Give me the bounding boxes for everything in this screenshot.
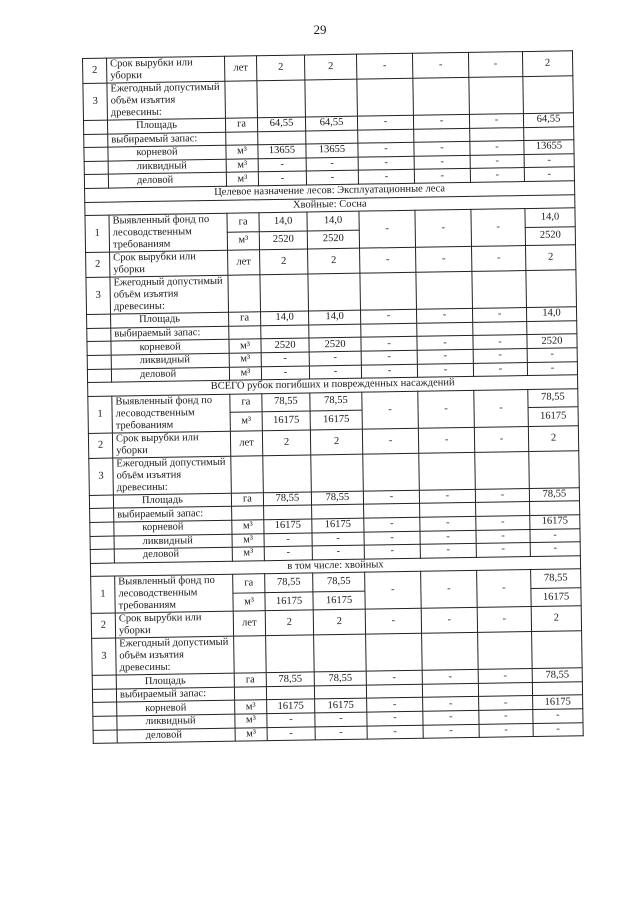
row-number: 3 [89, 458, 114, 495]
forest-harvest-table-wrap [82, 50, 583, 744]
value-cell-4: - [414, 155, 470, 169]
row-indicator: корневой [111, 340, 229, 355]
value-cell-4: - [415, 210, 472, 248]
value-cell-3: - [364, 531, 420, 545]
value-cell-4: - [416, 309, 472, 323]
row-number [90, 536, 114, 550]
row-indicator: Срок вырубки или уборки [115, 611, 233, 638]
value-cell-3 [366, 634, 423, 672]
value-cell-6 [524, 126, 574, 140]
row-indicator: корневой [108, 145, 226, 160]
value-cell-6: 2520 [525, 226, 575, 245]
value-cell-1: 16175 [267, 699, 315, 713]
value-cell-5 [469, 77, 524, 115]
row-unit [226, 131, 258, 145]
value-cell-4: - [417, 363, 473, 377]
value-cell-6: 78,55 [532, 668, 582, 682]
row-unit: м³ [232, 547, 264, 561]
value-cell-1 [258, 131, 306, 145]
value-cell-6 [527, 321, 577, 335]
value-cell-4: - [420, 530, 476, 544]
row-indicator: деловой [111, 367, 229, 382]
row-indicator: Площадь [116, 673, 234, 688]
row-number: 3 [83, 83, 108, 120]
value-cell-4: - [421, 571, 478, 609]
value-cell-1: 14,0 [259, 212, 307, 231]
value-cell-1: 2 [265, 610, 313, 636]
value-cell-3: - [361, 350, 417, 364]
value-cell-5 [470, 127, 524, 141]
row-unit: м³ [227, 231, 259, 250]
value-cell-1: 2 [262, 430, 310, 456]
value-cell-2: 16175 [312, 518, 364, 532]
value-cell-6: 2 [526, 245, 576, 271]
value-cell-6: - [527, 361, 577, 375]
row-number [92, 675, 116, 689]
value-cell-5: - [471, 209, 526, 247]
row-unit: лет [224, 56, 256, 81]
value-cell-1 [266, 686, 314, 700]
value-cell-4: - [418, 390, 475, 428]
value-cell-4: - [412, 52, 468, 78]
value-cell-1: 16175 [264, 519, 312, 533]
row-number [87, 328, 111, 342]
value-cell-2: - [312, 532, 364, 546]
value-cell-2: 14,0 [307, 211, 359, 230]
value-cell-6: 2 [522, 51, 572, 77]
value-cell-5: - [472, 246, 526, 272]
row-unit: м³ [226, 145, 258, 159]
value-cell-1: 64,55 [257, 117, 305, 131]
row-unit: м³ [235, 700, 267, 714]
row-number [84, 147, 108, 161]
value-cell-4: - [420, 543, 476, 557]
row-number: 1 [85, 215, 110, 252]
row-number: 1 [88, 396, 113, 433]
value-cell-1: 16175 [262, 411, 310, 430]
value-cell-6 [529, 450, 580, 488]
row-indicator: ликвидный [117, 714, 235, 729]
value-cell-1: - [267, 713, 315, 727]
row-unit [231, 455, 264, 492]
value-cell-6: 16175 [528, 407, 578, 426]
row-indicator: Срок вырубки или уборки [107, 56, 225, 83]
row-number: 1 [91, 576, 116, 613]
value-cell-1: 78,55 [263, 492, 311, 506]
value-cell-2: 16175 [310, 410, 362, 429]
value-cell-3: - [359, 210, 416, 248]
row-number: 2 [88, 433, 112, 458]
value-cell-1: - [261, 365, 309, 379]
value-cell-1 [257, 80, 306, 118]
row-number [84, 161, 108, 175]
value-cell-6: 16175 [533, 695, 583, 709]
value-cell-1: 2520 [259, 231, 307, 250]
value-cell-3: - [358, 142, 414, 156]
forest-harvest-table [82, 50, 584, 744]
row-number [92, 689, 116, 703]
row-number: 3 [86, 277, 111, 314]
row-unit: лет [230, 430, 262, 455]
value-cell-5: - [474, 426, 528, 452]
value-cell-2: 78,55 [313, 572, 365, 591]
value-cell-3: - [362, 391, 419, 429]
value-cell-1: - [264, 546, 312, 560]
row-unit [225, 81, 258, 118]
value-cell-4: - [419, 489, 475, 503]
value-cell-3 [357, 78, 414, 116]
row-indicator: выбираемый запас: [111, 326, 229, 341]
row-number [90, 522, 114, 536]
value-cell-4: - [423, 724, 479, 738]
value-cell-1 [261, 325, 309, 339]
value-cell-2: 14,0 [309, 310, 361, 324]
value-cell-1: - [258, 158, 306, 172]
value-cell-5: - [479, 723, 533, 737]
value-cell-2 [314, 685, 366, 699]
value-cell-3: - [367, 698, 423, 712]
row-indicator: Площадь [107, 118, 225, 133]
value-cell-5: - [473, 335, 527, 349]
value-cell-2 [312, 504, 364, 518]
value-cell-2: - [315, 726, 367, 740]
value-cell-6 [530, 501, 580, 515]
value-cell-2 [309, 324, 361, 338]
value-cell-4: - [422, 670, 478, 684]
value-cell-5: - [478, 669, 532, 683]
value-cell-2: 2520 [309, 337, 361, 351]
value-cell-3: - [362, 428, 418, 454]
row-unit: м³ [229, 353, 261, 367]
row-indicator: выбираемый запас: [114, 507, 232, 522]
row-indicator: деловой [108, 173, 226, 188]
row-unit: м³ [226, 172, 258, 186]
value-cell-6 [532, 682, 582, 696]
value-cell-4 [422, 683, 478, 697]
value-cell-5: - [470, 168, 524, 182]
row-number [87, 341, 111, 355]
value-cell-4 [419, 452, 476, 490]
row-indicator: выбираемый запас: [108, 132, 226, 147]
value-cell-1: - [267, 727, 315, 741]
value-cell-4: - [423, 710, 479, 724]
value-cell-4: - [421, 608, 477, 634]
value-cell-6: 14,0 [526, 307, 576, 321]
row-unit: га [227, 213, 259, 232]
value-cell-3: - [366, 671, 422, 685]
value-cell-4: - [417, 336, 473, 350]
value-cell-6: 2520 [527, 334, 577, 348]
value-cell-5: - [476, 543, 530, 557]
value-cell-5: - [472, 308, 526, 322]
row-unit: м³ [232, 533, 264, 547]
value-cell-6: 78,55 [529, 487, 579, 501]
row-number [83, 120, 107, 134]
row-unit: га [234, 673, 266, 687]
row-number [93, 716, 117, 730]
value-cell-2: 2 [304, 54, 356, 80]
value-cell-4 [413, 77, 470, 115]
value-cell-1: 78,55 [265, 573, 313, 592]
value-cell-4 [416, 272, 473, 310]
value-cell-3: - [358, 170, 414, 184]
row-number [84, 134, 108, 148]
row-unit: м³ [229, 339, 261, 353]
row-number [90, 508, 114, 522]
row-number [87, 369, 111, 383]
row-indicator: Ежегодный допустимый объём изъятия древесины: [113, 456, 232, 495]
value-cell-5: - [473, 362, 527, 376]
value-cell-2: - [315, 712, 367, 726]
value-cell-2: - [312, 545, 364, 559]
value-cell-6: 78,55 [531, 569, 581, 588]
value-cell-1: 2 [260, 249, 308, 275]
value-cell-3: - [365, 572, 422, 610]
value-cell-6: - [533, 722, 583, 736]
value-cell-3: - [363, 490, 419, 504]
row-unit: га [225, 118, 257, 132]
row-unit: лет [233, 611, 265, 636]
value-cell-2: - [306, 157, 358, 171]
value-cell-1: 14,0 [261, 311, 309, 325]
value-cell-6 [523, 76, 574, 114]
value-cell-2: 78,55 [310, 392, 362, 411]
value-cell-1: 2520 [261, 338, 309, 352]
value-cell-5: - [469, 114, 523, 128]
value-cell-2: - [309, 365, 361, 379]
value-cell-3: - [358, 156, 414, 170]
row-number: 3 [92, 638, 117, 675]
value-cell-5 [478, 632, 533, 670]
value-cell-2: 2 [310, 429, 362, 455]
row-number [87, 355, 111, 369]
row-number: 2 [86, 252, 110, 277]
value-cell-2: 78,55 [314, 671, 366, 685]
value-cell-4: - [414, 142, 470, 156]
section-heading-3-cell: в том числе: хвойных [90, 555, 580, 576]
row-indicator: Ежегодный допустимый объём изъятия древесины: [110, 275, 229, 314]
row-indicator: Ежегодный допустимый объём изъятия древесины: [116, 636, 235, 675]
value-cell-3: - [367, 725, 423, 739]
value-cell-6: - [530, 542, 580, 556]
value-cell-4: - [423, 697, 479, 711]
value-cell-6: - [524, 154, 574, 168]
value-cell-6: 16175 [530, 515, 580, 529]
value-cell-6: - [524, 167, 574, 181]
value-cell-3: - [364, 517, 420, 531]
value-cell-2: 16175 [313, 591, 365, 610]
row-unit: га [230, 393, 262, 412]
value-cell-3 [364, 504, 420, 518]
row-indicator: Ежегодный допустимый объём изъятия древесины: [107, 81, 226, 120]
value-cell-5 [473, 321, 527, 335]
row-indicator: ликвидный [114, 534, 232, 549]
row-indicator: корневой [114, 520, 232, 535]
row-indicator: выбираемый запас: [116, 687, 234, 702]
row-unit: м³ [230, 412, 262, 431]
value-cell-6: - [530, 528, 580, 542]
row-indicator: Выявленный фонд по лесоводственным требованиям [109, 213, 228, 252]
value-cell-3: - [360, 309, 416, 323]
row-unit [234, 636, 267, 673]
row-indicator: Площадь [111, 312, 229, 327]
row-unit: га [233, 574, 265, 593]
value-cell-1 [264, 505, 312, 519]
value-cell-4: - [420, 516, 476, 530]
row-unit [229, 325, 261, 339]
value-cell-3 [360, 272, 417, 310]
value-cell-6: - [533, 709, 583, 723]
row-indicator: Выявленный фонд по лесоводственным требованиям [115, 574, 234, 613]
value-cell-5: - [477, 607, 531, 633]
value-cell-5: - [468, 52, 522, 78]
row-unit [232, 506, 264, 520]
value-cell-4: - [416, 247, 472, 273]
value-cell-1 [263, 455, 312, 493]
section-subheading-1-cell: Хвойные: Сосна [85, 194, 575, 215]
value-cell-2 [311, 454, 364, 492]
row-indicator: деловой [117, 728, 235, 743]
value-cell-6: 2 [528, 425, 578, 451]
row-indicator: ликвидный [108, 159, 226, 174]
value-cell-1 [266, 635, 315, 673]
value-cell-5: - [476, 529, 530, 543]
value-cell-6: 78,55 [528, 388, 578, 407]
row-unit: м³ [235, 714, 267, 728]
row-unit: лет [228, 250, 260, 275]
value-cell-5: - [474, 389, 529, 427]
value-cell-2: 2520 [307, 230, 359, 249]
section-heading-2-cell: ВСЕГО рубок погибших и поврежденных насаждений [88, 375, 578, 396]
value-cell-5: - [479, 696, 533, 710]
value-cell-4: - [418, 427, 474, 453]
value-cell-5: - [477, 570, 532, 608]
value-cell-4: - [413, 114, 469, 128]
value-cell-3: - [361, 364, 417, 378]
value-cell-3 [366, 684, 422, 698]
value-cell-6: 14,0 [525, 208, 575, 227]
value-cell-1: 78,55 [262, 393, 310, 412]
value-cell-4 [422, 633, 479, 671]
value-cell-1: 2 [256, 55, 304, 81]
value-cell-1 [260, 274, 309, 312]
row-unit: га [229, 312, 261, 326]
value-cell-2 [306, 130, 358, 144]
row-indicator: деловой [114, 547, 232, 562]
value-cell-5: - [470, 154, 524, 168]
value-cell-6: 16175 [531, 588, 581, 607]
section-heading-1-cell: Целевое назначение лесов: Эксплуатационные леса [85, 181, 575, 202]
value-cell-3 [361, 323, 417, 337]
value-cell-1: - [258, 171, 306, 185]
value-cell-5 [475, 451, 530, 489]
value-cell-4 [414, 128, 470, 142]
value-cell-4: - [414, 169, 470, 183]
row-indicator: корневой [117, 701, 235, 716]
value-cell-5 [472, 271, 527, 309]
value-cell-2: 64,55 [305, 116, 357, 130]
row-unit [234, 687, 266, 701]
value-cell-6 [526, 270, 577, 308]
row-number [89, 495, 113, 509]
value-cell-3: - [367, 711, 423, 725]
row-indicator: Площадь [113, 493, 231, 508]
row-number [90, 549, 114, 563]
value-cell-5 [478, 682, 532, 696]
value-cell-2: 2 [308, 248, 360, 274]
table-body [83, 51, 584, 744]
value-cell-5: - [475, 488, 529, 502]
row-number: 2 [83, 58, 107, 83]
row-unit [228, 275, 261, 312]
row-number [93, 703, 117, 717]
row-unit: м³ [232, 520, 264, 534]
value-cell-3: - [365, 609, 421, 635]
row-unit: га [231, 492, 263, 506]
value-cell-4 [417, 322, 473, 336]
value-cell-4 [420, 503, 476, 517]
value-cell-3 [358, 129, 414, 143]
value-cell-3: - [364, 544, 420, 558]
value-cell-2 [308, 273, 361, 311]
value-cell-2 [314, 634, 367, 672]
value-cell-6: 13655 [524, 140, 574, 154]
row-indicator: Срок вырубки или уборки [110, 250, 228, 277]
row-number [84, 174, 108, 188]
value-cell-2: 13655 [306, 143, 358, 157]
value-cell-1: 16175 [265, 592, 313, 611]
value-cell-1: 13655 [258, 144, 306, 158]
row-number [93, 730, 117, 744]
value-cell-2: - [306, 171, 358, 185]
page-number: 29 [313, 22, 327, 37]
value-cell-6: - [527, 348, 577, 362]
row-number: 2 [91, 613, 115, 638]
value-cell-3: - [357, 115, 413, 129]
value-cell-5 [476, 502, 530, 516]
value-cell-6 [532, 631, 583, 669]
value-cell-1: 78,55 [266, 672, 314, 686]
value-cell-3: - [361, 337, 417, 351]
row-indicator: Срок вырубки или уборки [112, 431, 230, 458]
value-cell-3: - [360, 247, 416, 273]
value-cell-2: 2 [313, 609, 365, 635]
value-cell-5: - [479, 710, 533, 724]
value-cell-2: 78,55 [311, 491, 363, 505]
value-cell-5: - [470, 141, 524, 155]
value-cell-1: - [261, 352, 309, 366]
value-cell-4: - [417, 349, 473, 363]
row-indicator: Выявленный фонд по лесоводственным требованиям [112, 394, 231, 433]
value-cell-2 [305, 79, 358, 117]
value-cell-2: - [309, 351, 361, 365]
row-number [87, 314, 111, 328]
row-unit: м³ [229, 366, 261, 380]
value-cell-5: - [473, 348, 527, 362]
value-cell-5: - [476, 515, 530, 529]
row-unit: м³ [235, 727, 267, 741]
value-cell-2: 16175 [315, 699, 367, 713]
value-cell-6: 64,55 [523, 113, 573, 127]
value-cell-3: - [356, 53, 412, 79]
value-cell-6: 2 [531, 606, 581, 632]
row-indicator: ликвидный [111, 353, 229, 368]
value-cell-1: - [264, 532, 312, 546]
value-cell-3 [363, 453, 420, 491]
row-unit: м³ [226, 159, 258, 173]
row-unit: м³ [233, 592, 265, 611]
